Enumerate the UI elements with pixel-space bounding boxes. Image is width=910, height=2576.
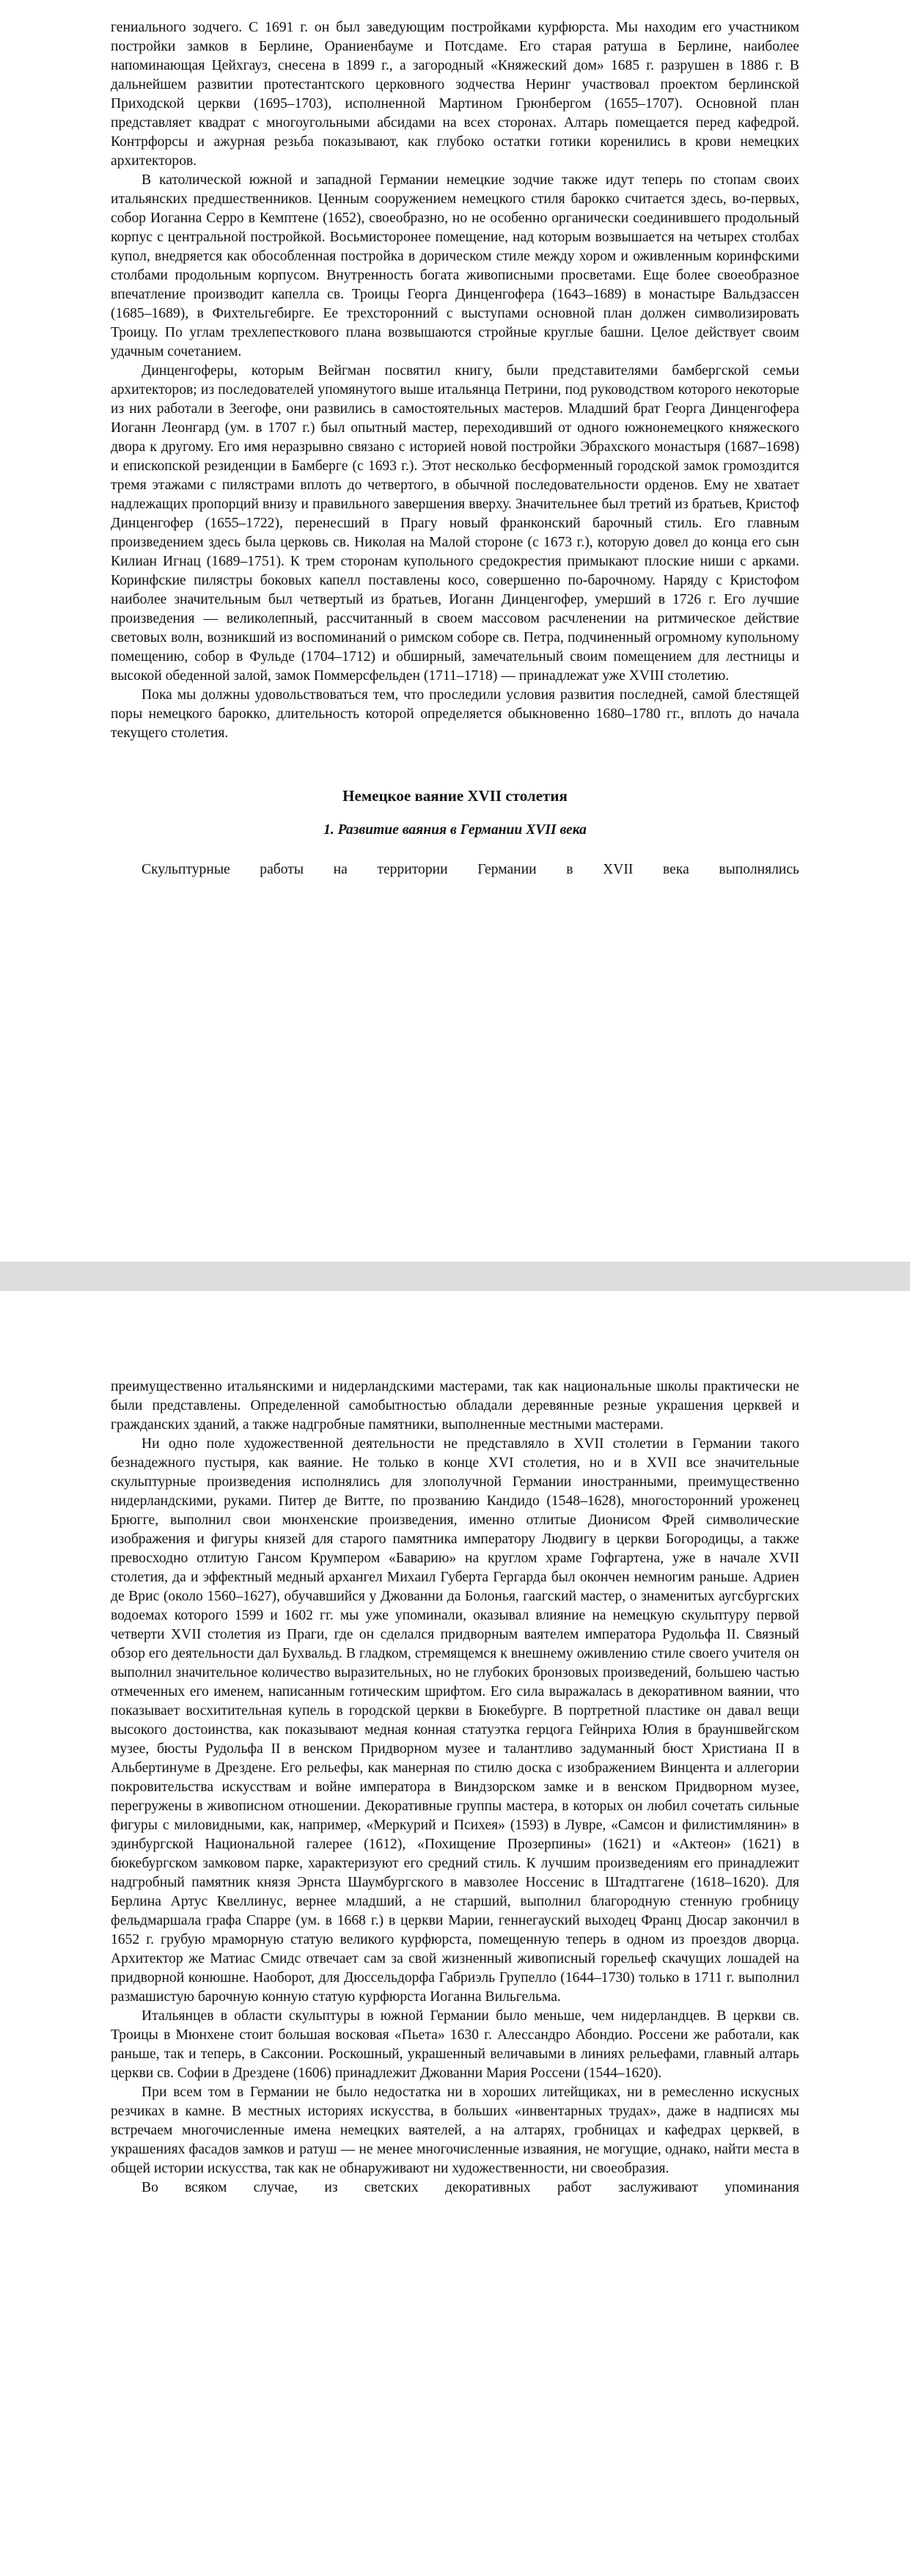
page-1-text — [111, 18, 799, 879]
paragraph: гениального зодчего. С 1691 г. он был заведующим постройками курфюрста. Мы находим его участником постройки замков в Берлине, Ораниенбауме и Потсдаме. Его старая ратуша в Берлине, наиболее напоминающая Цейхгауз, снесена в 1899 г., а загородный «Княжеский дом» 1685 г. разрушен в 1886 г. В дальнейшем развитии протестантского церковного зодчества Неринг участвовал проектом берлинской Приходской церкви (1695–1703), исполненной Мартином Грюнбергом (1655–1707). Основной план представляет квадрат с многоугольными абсидами на всех сторонах. Алтарь помещается перед кафедрой. Контрфорсы и ажурная резьба показывают, как глубоко остатки готики коренились в крови немецких архитекторов. — [111, 20, 799, 169]
paragraph: Динценгоферы, которым Вейгман посвятил книгу, были представителями бамбергской семьи архитекторов; из последователей упомянутого выше итальянца Петрини, под руководством которого некоторые из них работали в Зеегофе, они развились в самостоятельных мастеров. Младший брат Георга Динценгофера Иоганн Леонгард (ум. в 1707 г.) был опытный мастер, переходивший от одного южнонемецкого княжеского двора к другому. Его имя неразрывно связано с историей новой постройки Эбрахского монастыря (1687–1698) и епископской резиденции в Бамберге (с 1693 г.). Этот несколько бесформенный городской замок громоздится тремя этажами с пилястрами вплоть до четвертого, в обычной последовательности орденов. Ему не хватает надлежащих пропорций внизу и правильного завершения вверху. Значительнее был третий из братьев, Кристоф Динценгофер (1655–1722), перенесший в Прагу новый франконский барочный стиль. Его главным произведением здесь была церковь св. Николая на Малой стороне (с 1673 г.), которую довел до конца его сын Килиан Игнац (1689–1751). К трем сторонам купольного средокрестия примыкают плоские ниши с арками. Коринфские пилястры боковых капелл поставлены косо, совершенно по-барочному. Наряду с Кристофом наиболее значительным был четвертый из братьев, Иоганн Динценгофер, умерший в 1726 г. Его лучшие произведения — великолепный, рассчитанный в своем массовом расчленении на ритмическое действие световых волн, возникший из воспоминаний о римском соборе св. Петра, подчиненный огромному купольному помещению, собор в Фульде (1704–1712) и обширный, замечательный своим помещением для лестницы и высокой обеденной залой, замок Поммерсфельден (1711–1718) — принадлежат уже XVIII столетию. — [111, 363, 799, 684]
paragraph: Ни одно поле художественной деятельности не представляло в XVII столетии в Германии такого безнадежного пустыря, как ваяние. Не только в конце XVI столетия, но и в XVII все значительные скульптурные произведения исполнялись для злополучной Германии иностранными, преимущественно нидерландскими, руками. Питер де Витте, по прозванию Кандидо (1548–1628), многосторонний уроженец Брюгге, выполнил свои мюнхенские произведения, именно отлитые Дионисом Фрей символические изображения и фигуры князей для старого памятника императору Людвигу в церкви Богородицы, а также превосходно отлитую Гансом Крумпером «Баварию» на круглом храме Гофгартена, уже в начале XVII столетия, да и эффектный медный архангел Михаил Губерта Гергарда был окончен немногим раньше. Адриен де Врис (около 1560–1627), обучавшийся у Джованни да Болонья, гаагский мастер, о знаменитых аугсбургских водоемах которого 1599 и 1602 гг. мы уже упоминали, оказывал влияние на немецкую скульптуру первой четверти XVII столетия из Праги, где он сделался придворным ваятелем императора Рудольфа II. Связный обзор его деятельности дал Бухвальд. В гладком, стремящемся к внешнему оживлению стиле своего учителя он выполнил значительное количество выразительных, но не глубоких бронзовых произведений, большею частью отмеченных его именем, написанным готическим шрифтом. Его сила выражалась в декоративном ваянии, что показывает восхитительная купель в городской церкви в Бюкебурге. В портретной пластике он давал вещи высокого достоинства, как показывают медная конная статуэтка герцога Гейнриха Юлия в брауншвейгском музее, бюсты Рудольфа II в венском Придворном музее и талантливо задуманный бюст Христиана II в Альбертинуме в Дрездене. Его рельефы, как манерная по стилю доска с изображением Винцента и аллегории покровительства искусствам и войне императора в Виндзорском замке и в венском Придворном музее, перегружены в живописном отношении. Декоративные группы мастера, в которых он любил сочетать сильные фигуры с миловидными, как, например, «Меркурий и Психея» (1593) в Лувре, «Самсон и филистимлянин» в эдинбургской Национальной галерее (1612), «Похищение Прозерпины» (1621) и «Актеон» (1621) в бюкебургском замковом парке, характеризуют его средний стиль. К лучшим произведениям его принадлежит надгробный памятник князя Эрнста Шаумбургского в мавзолее Носсенис в Штадтгагене (1618–1620). Для Берлина Артус Квеллинус, вернее младший, а не старший, выполнил благородную стенную гробницу фельдмаршала графа Спарре (ум. в 1668 г.) в церкви Марии, геннегауский выходец Франц Дюсар закончил в 1652 г. грубую мраморную статую великого курфюрста, помещенную теперь в одном из проездов дворца. Архитектор же Матиас Смидс отвечает сам за свой жизненный живописный горельеф скачущих лошадей на придворной конюшне. Наоборот, для Дюссельдорфа Габриэль Групелло (1644–1730) только в 1711 г. выполнил размашистую барочную конную статую курфюрста Иоганна Вильгельма. — [111, 1436, 799, 2005]
page-2-text — [111, 1377, 799, 2198]
paragraph: Во всяком случае, из светских декоративных работ заслуживают упоминания — [142, 2180, 799, 2195]
paragraph: Скульптурные работы на территории Германии в XVII века выполнялись — [142, 862, 799, 877]
document-page-1 — [0, 0, 910, 1262]
subsection-heading: 1. Развитие ваяния в Германии XVII века — [323, 822, 587, 838]
paragraph: Пока мы должны удовольствоваться тем, что проследили условия развития последней, самой блестящей поры немецкого барокко, длительность которой определяется обыкновенно 1680–1780 гг., вплоть до начала текущего столетия. — [111, 687, 799, 741]
section-heading: Немецкое ваяние XVII столетия — [342, 787, 568, 805]
paragraph: В католической южной и западной Германии немецкие зодчие также идут теперь по стопам своих итальянских предшественников. Ценным сооружением немецкого стиля барокко считается здесь, во-первых, собор Иоганна Серро в Кемптене (1652), своеобразно, но не особенно органически соединившего продольный корпус с центральной постройкой. Восьмисторонее помещение, над которым возвышается на четырех столбах купол, внедряется как обособленная постройка в дорическом стиле между хором и оживленным коринфскими столбами продольным корпусом. Внутренность богата живописными просветами. Еще более своеобразное впечатление производит капелла св. Троицы Георга Динценгофера (1643–1689) в монастыре Вальдзассен (1685–1689), в Фихтельгебирге. Ее трехсторонний с выступами основной план должен символизировать Троицу. По углам трехлепесткового плана возвышаются стройные круглые башни. Целое действует своим удачным сочетанием. — [111, 172, 799, 359]
document-page-2 — [0, 1291, 910, 2576]
paragraph: преимущественно итальянскими и нидерландскими мастерами, так как национальные школы практически не были представлены. Определенной самобытностью обладали деревянные резные украшения церквей и гражданских зданий, а также надгробные памятники, выполненные местными мастерами. — [111, 1379, 799, 1432]
paragraph: При всем том в Германии не было недостатка ни в хороших литейщиках, ни в ремесленно искусных резчиках в камне. В местных историях искусства, в больших «инвентарных трудах», даже в надписях мы встречаем многочисленные имена немецких ваятелей, а на алтарях, гробницах и кафедрах церквей, в украшениях фасадов замков и ратуш — не менее многочисленные изваяния, не могущие, однако, найти места в общей истории искусства, так как не обнаруживают ни художественности, ни своеобразия. — [111, 2085, 799, 2176]
paragraph: Итальянцев в области скульптуры в южной Германии было меньше, чем нидерландцев. В церкви св. Троицы в Мюнхене стоит большая восковая «Пьета» 1630 г. Алессандро Абондио. Россени же работали, как раньше, так и теперь, в Саксонии. Роскошный, украшенный величавыми в линиях рельефами, главный алтарь церкви св. Софии в Дрездене (1606) принадлежит Джованни Мария Россени (1544–1620). — [111, 2008, 799, 2081]
